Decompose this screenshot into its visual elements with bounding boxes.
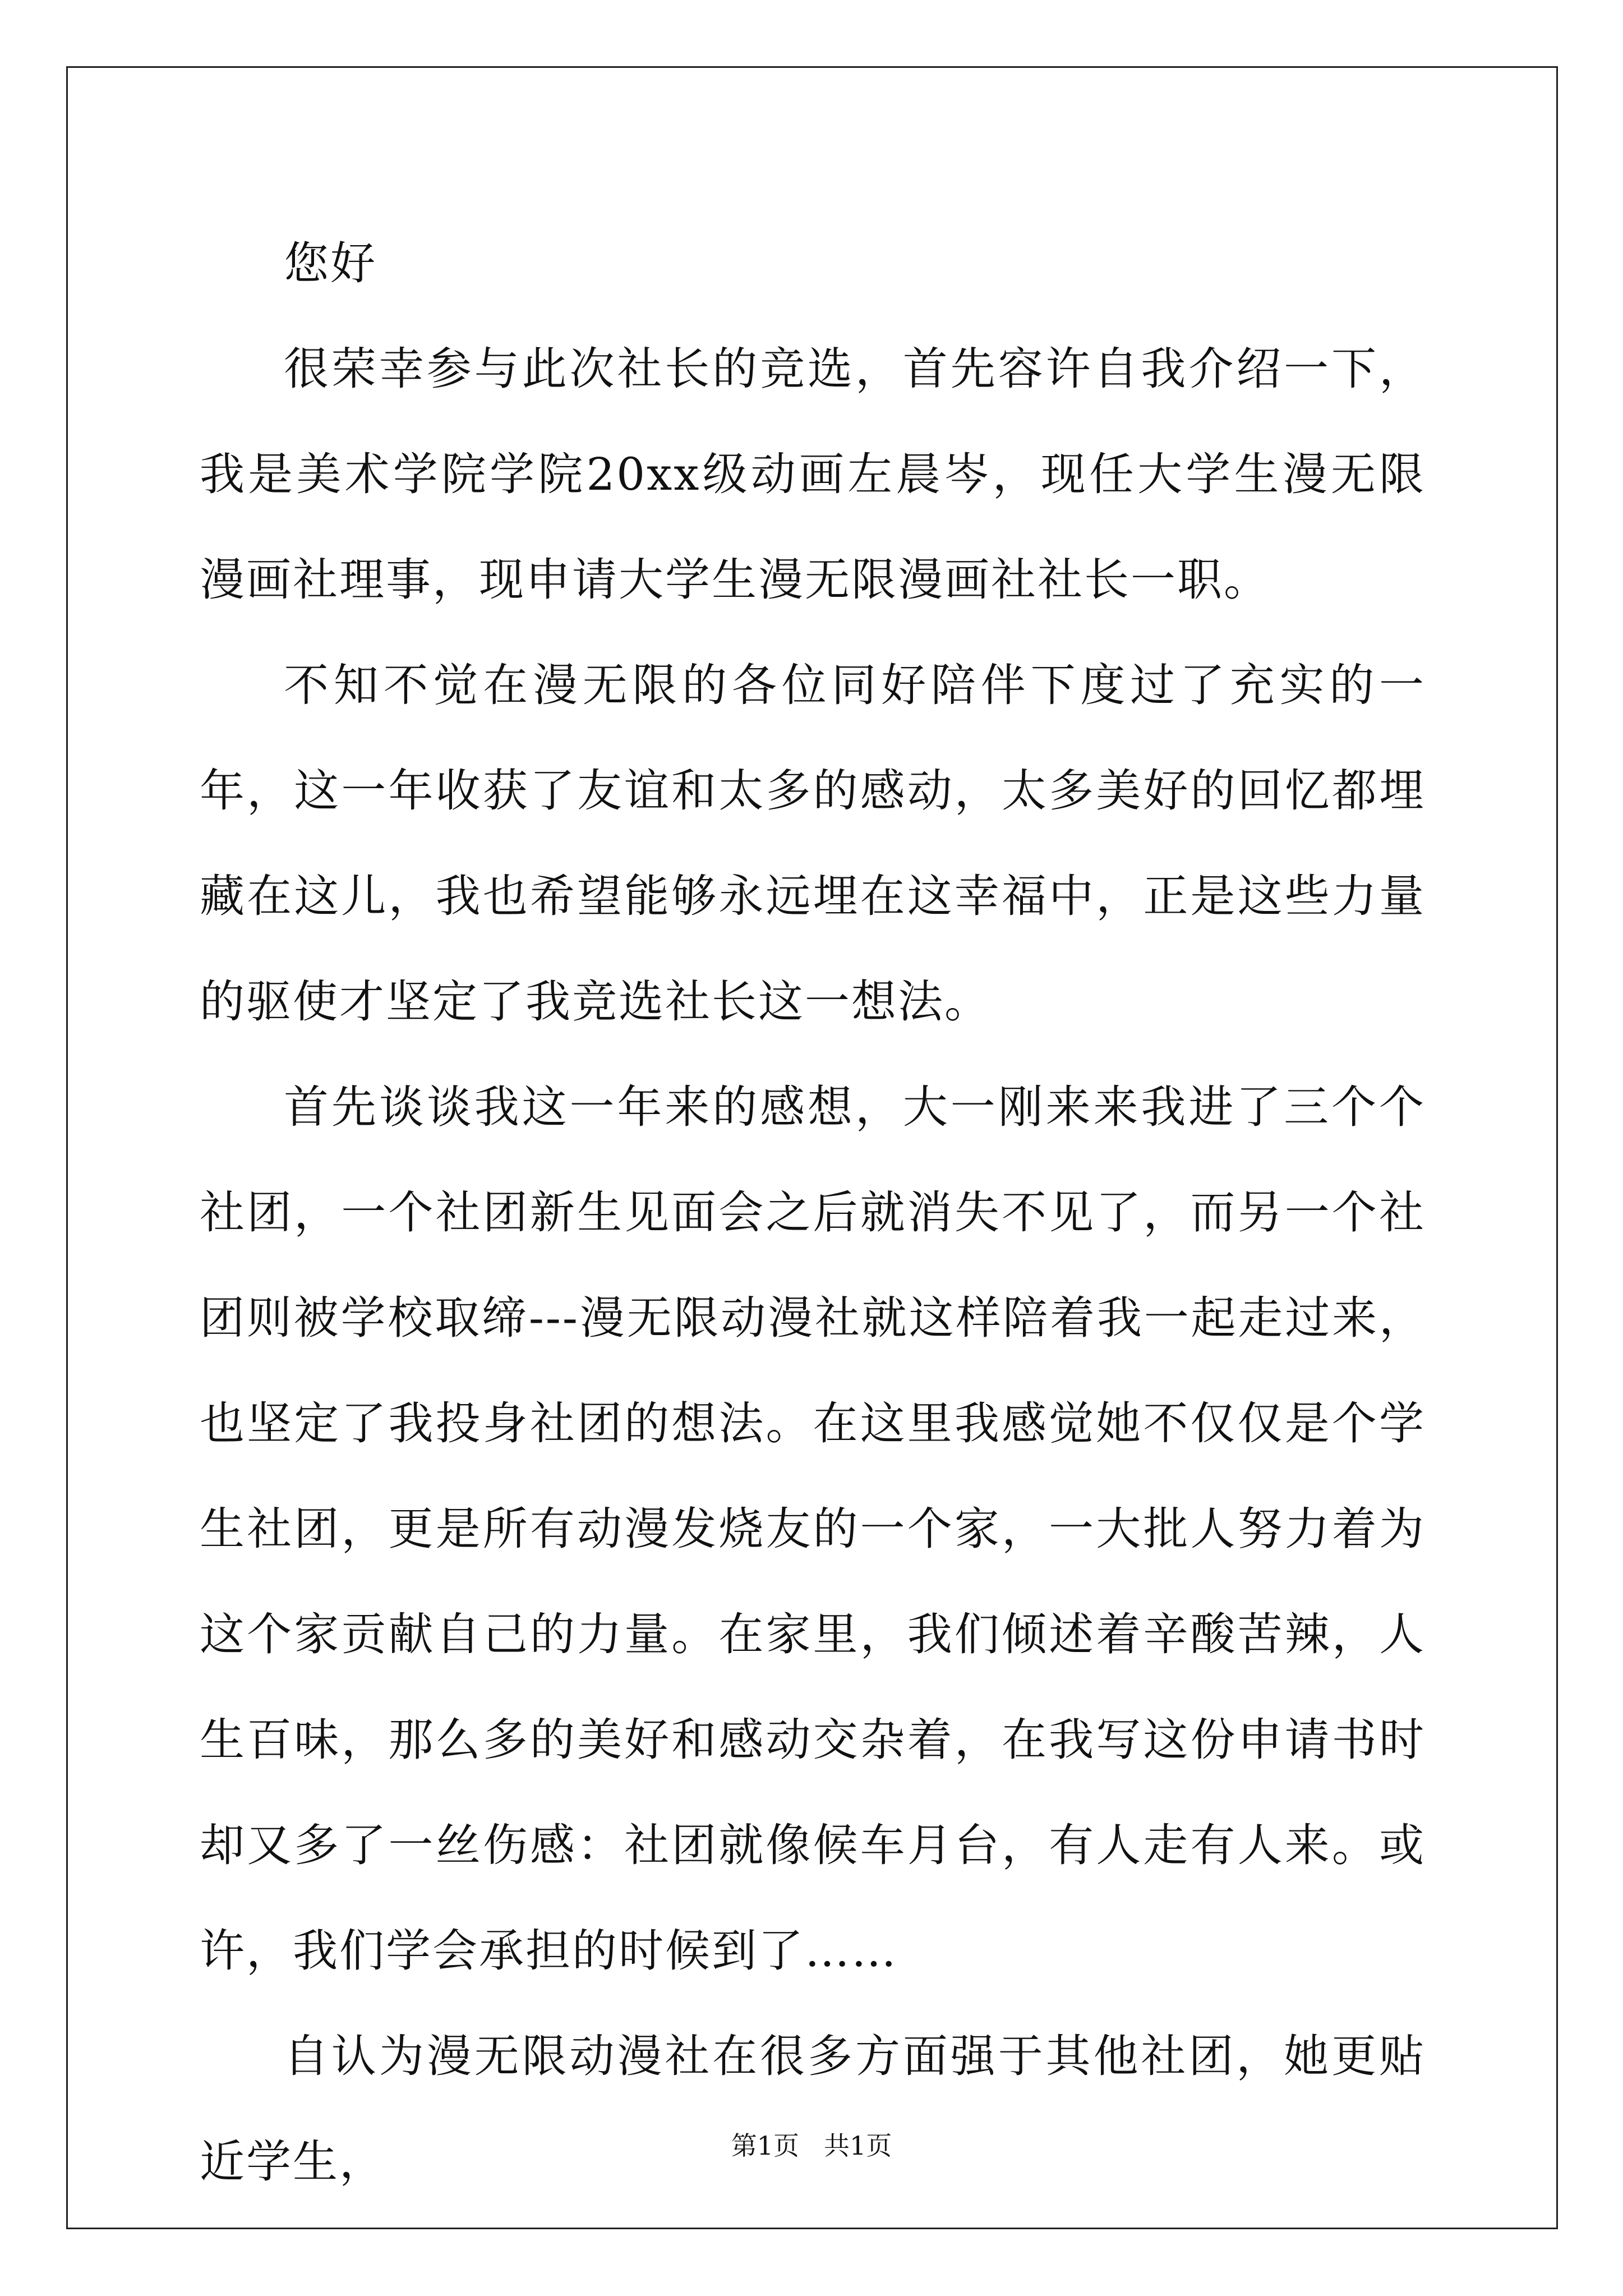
paragraph-1: 很荣幸参与此次社长的竞选，首先容许自我介绍一下，我是美术学院学院20xx级动画左晨岑，现任大学生漫无限漫画社理事，现申请大学生漫无限漫画社社长一职。	[200, 343, 1426, 606]
paragraph-3: 首先谈谈我这一年来的感想，大一刚来来我进了三个个社团，一个社团新生见面会之后就消失不见了，而另一个社团则被学校取缔---漫无限动漫社就这样陪着我一起走过来，也坚定了我投身社团的想法。在这里我感觉她不仅仅是个学生社团，更是所有动漫发烧友的一个家，一大批人努力着为这个家贡献自己的力量。在家里，我们倾述着辛酸苦辣，人生百味，那么多的美好和感动交杂着，在我写这份申请书时却又多了一丝伤感：社团就像候车月台，有人走有人来。或许，我们学会承担的时候到了……	[200, 1081, 1426, 1977]
paragraph-2: 不知不觉在漫无限的各位同好陪伴下度过了充实的一年，这一年收获了友谊和太多的感动，太多美好的回忆都埋藏在这儿，我也希望能够永远埋在这幸福中，正是这些力量的驱使才坚定了我竞选社长这一想法。	[200, 659, 1426, 1028]
greeting: 您好	[284, 237, 377, 289]
document-body	[200, 211, 1426, 2215]
page-number: 第1页	[731, 2131, 800, 2161]
page-total: 共1页	[823, 2131, 892, 2161]
paragraph-4: 自认为漫无限动漫社在很多方面强于其他社团，她更贴近学生，	[200, 2030, 1426, 2188]
page-footer	[0, 2129, 1623, 2162]
